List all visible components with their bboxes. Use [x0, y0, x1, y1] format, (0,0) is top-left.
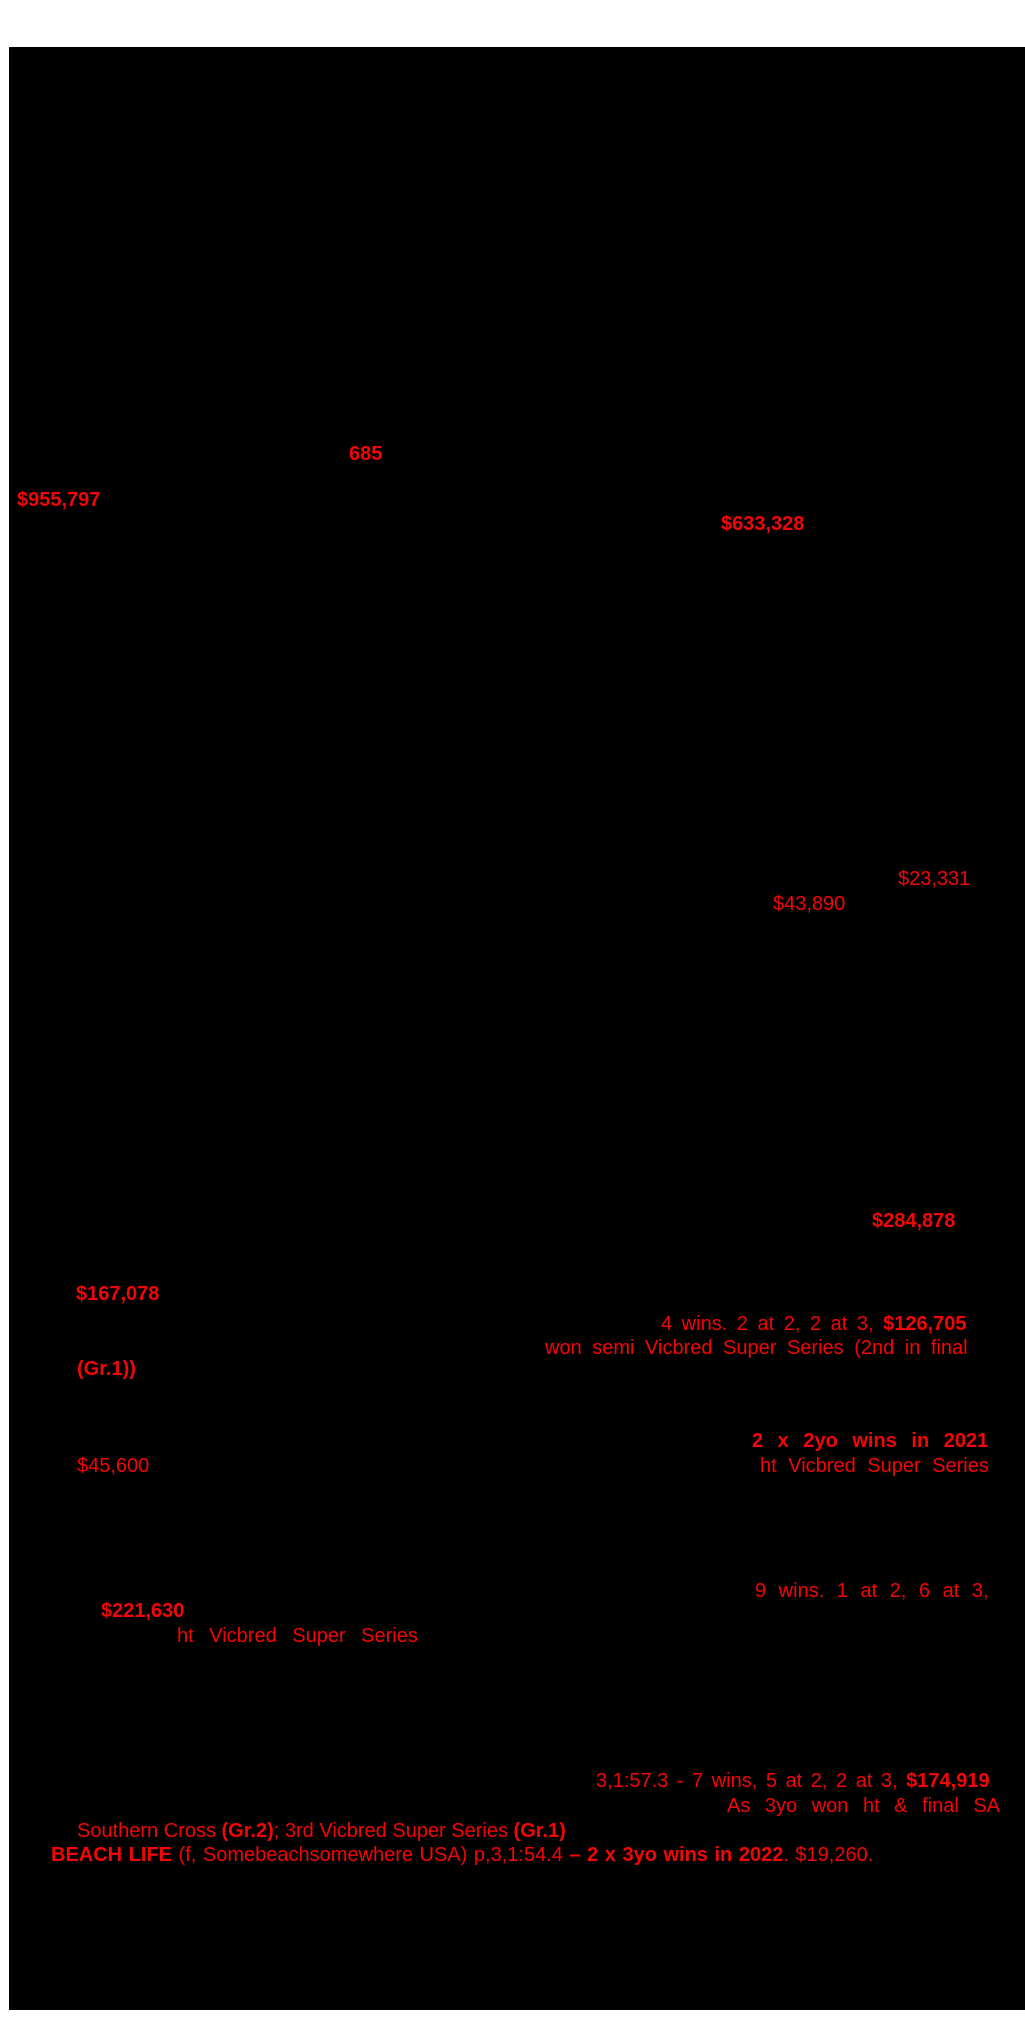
ht-vicbred-super-series-2: ht Vicbred Super Series	[177, 1625, 418, 1647]
race-record-4wins-text: 4 wins. 2 at 2, 2 at 3,	[661, 1313, 884, 1335]
race-record-157-line	[596, 1771, 990, 1792]
vicbred-series-text: ; 3rd Vicbred Super Series	[273, 1820, 514, 1842]
won-semi-vicbred-line: won semi Vicbred Super Series (2nd in final	[545, 1337, 968, 1359]
race-record-4wins	[661, 1314, 967, 1335]
southern-cross-line	[77, 1821, 566, 1842]
earnings-23331: $23,331	[898, 868, 971, 890]
wins-2x2yo-2021: 2 x 2yo wins in 2021	[752, 1430, 989, 1452]
group1-reference: (Gr.1))	[77, 1358, 136, 1380]
group1-badge: (Gr.1)	[513, 1820, 566, 1842]
earnings-43890: $43,890	[773, 893, 846, 915]
earnings-126705: $126,705	[883, 1313, 967, 1335]
ht-vicbred-super-series-1: ht Vicbred Super Series	[760, 1455, 989, 1477]
beach-life-wins-2022: – 2 x 3yo wins in 2022	[569, 1844, 784, 1866]
earnings-955797: $955,797	[17, 489, 101, 511]
earnings-45600: $45,600	[77, 1455, 150, 1477]
beach-life-line	[51, 1845, 873, 1866]
earnings-174919: $174,919	[906, 1770, 990, 1792]
as-3yo-line: As 3yo won ht & final SA	[727, 1795, 1001, 1817]
group2-badge: (Gr.2)	[221, 1820, 274, 1842]
page-background	[9, 47, 1025, 2010]
earnings-284878: $284,878	[872, 1210, 956, 1232]
horse-name-beach-life: BEACH LIFE	[51, 1844, 172, 1866]
southern-cross-text: Southern Cross	[77, 1820, 222, 1842]
beach-life-earnings: . $19,260.	[783, 1844, 874, 1866]
race-record-157-text: 3,1:57.3 - 7 wins, 5 at 2, 2 at 3,	[596, 1770, 907, 1792]
earnings-167078: $167,078	[76, 1283, 160, 1305]
earnings-221630: $221,630	[101, 1600, 185, 1622]
beach-life-pedigree-text: (f, Somebeachsomewhere USA) p,3,1:54.4	[172, 1844, 570, 1866]
lot-number: 685	[349, 443, 383, 465]
earnings-633328: $633,328	[721, 513, 805, 535]
race-record-9wins: 9 wins. 1 at 2, 6 at 3,	[755, 1580, 989, 1602]
